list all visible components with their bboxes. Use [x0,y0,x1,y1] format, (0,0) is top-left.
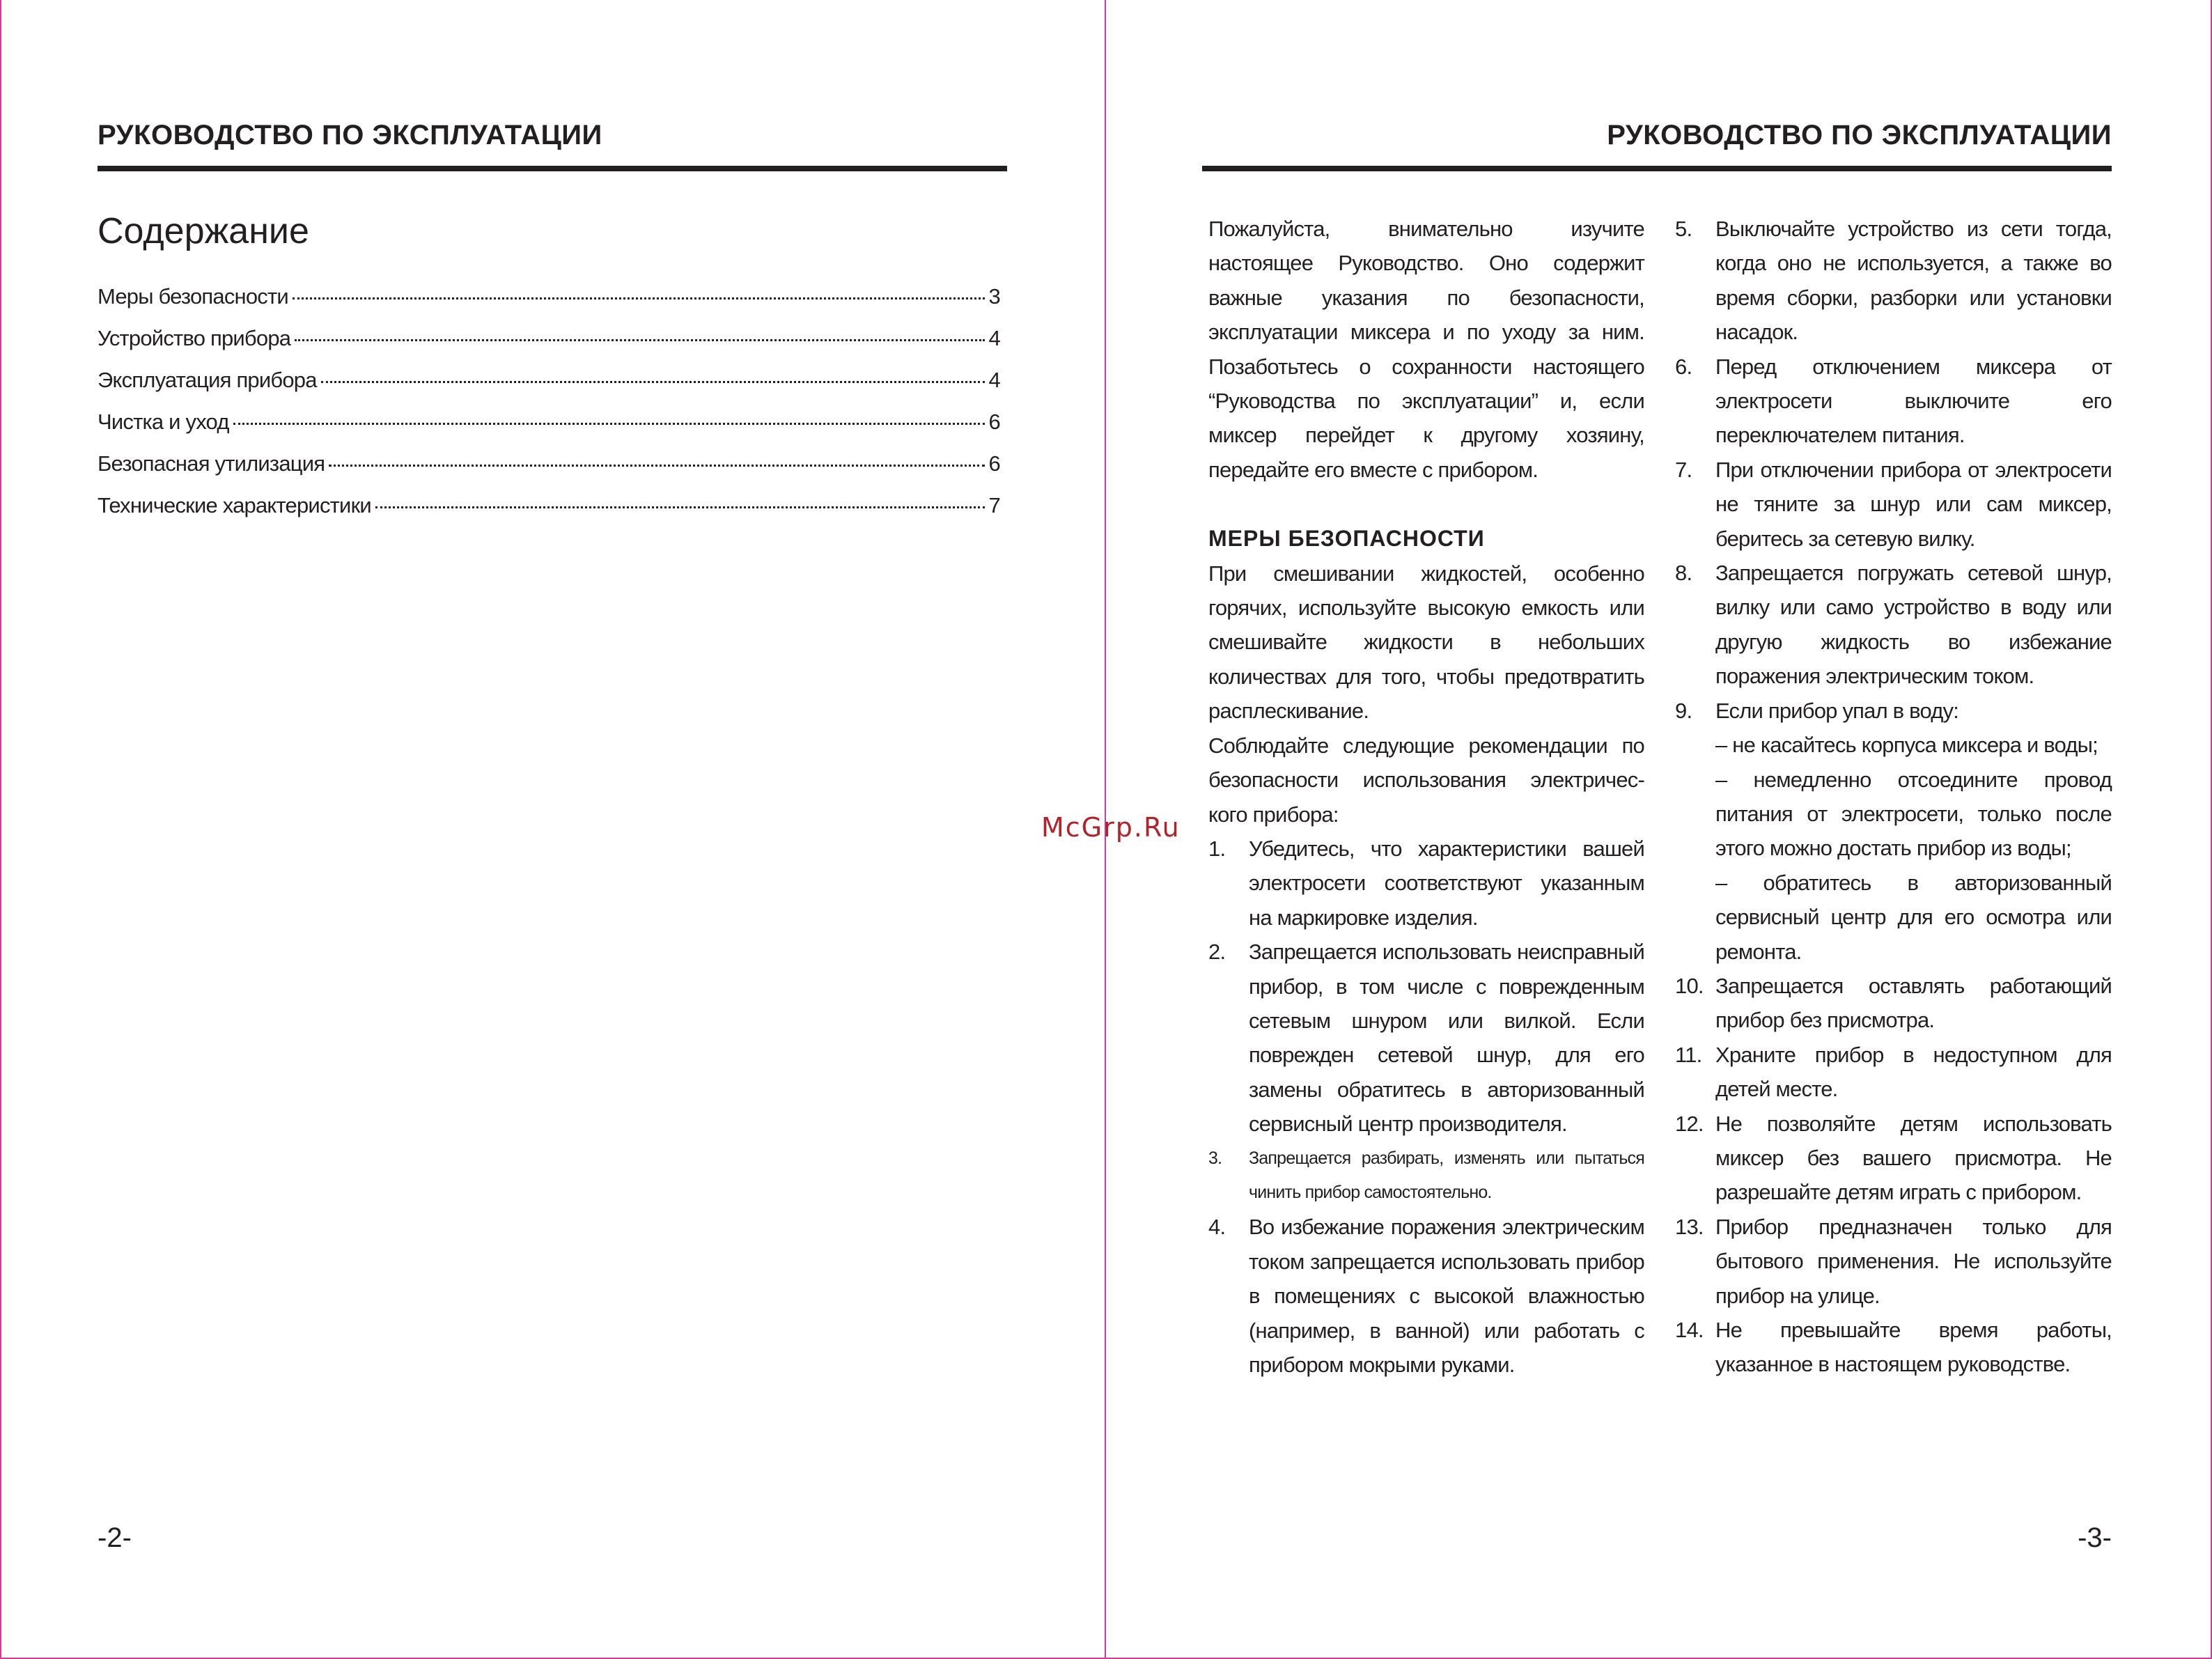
list-item-number: 11. [1675,1042,1702,1067]
safety-heading: МЕРЫ БЕЗОПАСНОСТИ [1208,526,1485,552]
toc-item[interactable] [98,451,1000,493]
list-item-number: 6. [1675,354,1692,379]
toc-leader-dots [233,423,985,425]
safety-paragraph-1: При смешивании жидкостей, особенно горячих, используйте высокую емкость или смешивайте жидкости в небольших количествах для того, чтобы предотвратить расплескивание. [1208,561,1644,724]
list-item-text: Не превышайте время работы, указанное в настоящем руководстве. [1715,1318,2112,1377]
toc-leader-dots [321,381,985,383]
list-item [1675,1107,2112,1210]
toc-item[interactable] [98,493,1000,535]
left-header-rule [98,166,1007,171]
toc-item-label: Безопасная утилизация [98,451,325,476]
list-item-text: Перед отключением миксера от электросети выключите его переключателем питания. [1715,354,2112,448]
list-item-number: 3. [1208,1148,1222,1168]
list-item-number: 10. [1675,973,1704,998]
toc-item-label: Устройство прибора [98,326,291,350]
list-item-text: Не позволяйте детям использовать миксер без вашего присмотра. Не разрешайте детям играть с прибором. [1715,1111,2112,1205]
list-subitem: – не касайтесь корпуса миксера и воды; [1715,733,2098,758]
toc-leader-dots [329,465,984,467]
toc-item-label: Чистка и уход [98,410,229,434]
list-item [1675,453,2112,556]
toc-item[interactable] [98,368,1000,410]
list-item [1208,832,1644,935]
list-item-text: Выключайте устройство из сети тогда, когда оно не используется, а также во время сборки, разборки или установки насадок. [1715,217,2112,345]
toc-leader-dots [293,297,985,299]
right-page-column-2 [1675,212,2112,1382]
right-header-rule [1202,166,2112,171]
safety-list-right [1675,212,2112,1382]
list-item-text: При отключении прибора от электросети не тяните за шнур или сам миксер, беритесь за сетевую вилку. [1715,457,2112,551]
left-page-header: РУКОВОДСТВО ПО ЭКСПЛУАТАЦИИ [98,120,602,150]
watermark: McGrp.Ru [1041,812,1181,843]
toc-item-page: 7 [988,493,1000,517]
toc-item[interactable] [98,410,1000,451]
intro-paragraph: Пожалуйста, внимательно изучите настоящее Руководство. Оно содержит важные указания по безопасности, эксплуатации миксера и по уходу за ним. Позаботьтесь о сохранности настоящего “Руководства по эксплуатации” и, если миксер перейдет к другому хозяину, передайте его вместе с прибором. [1208,217,1644,482]
list-item-text: Запрещается использовать неисправный прибор, в том числе с поврежденным сетевым шнуром или вилкой. Если поврежден сетевой шнур, для его замены обратитесь в авторизованный сервисный центр производителя. [1249,940,1644,1137]
toc-item-page: 3 [988,284,1000,309]
toc-item-page: 6 [988,451,1000,476]
list-item [1675,350,2112,453]
safety-list-left [1208,832,1644,1382]
toc-item-page: 4 [988,326,1000,350]
right-page-header: РУКОВОДСТВО ПО ЭКСПЛУАТАЦИИ [1607,120,2112,150]
left-page-number: -2- [98,1522,132,1553]
list-item-number: 9. [1675,698,1692,723]
list-subitem: – обратитесь в авторизованный сервисный центр для его осмотра или ремонта. [1715,870,2112,964]
table-of-contents [98,284,1000,535]
list-item [1675,556,2112,694]
toc-item-page: 4 [988,368,1000,392]
list-item [1208,935,1644,1141]
list-item [1675,1210,2112,1313]
list-item-body [1715,694,2112,969]
list-item-text: Во избежание поражения электрическим током запрещается использовать прибор в помещениях с высокой влажностью (например, в ванной) или работать с прибором мокрыми руками. [1249,1215,1644,1377]
toc-leader-dots [295,339,984,341]
safety-paragraph-2: Соблюдайте следующие рекомендации по безопасности использования электричес-кого прибора: [1208,733,1644,827]
list-item [1675,1038,2112,1107]
list-item [1675,212,2112,350]
list-item-text: Запрещается погружать сетевой шнур, вилку или само устройство в воду или другую жидкость во избежание поражения электрическим током. [1715,561,2112,689]
list-item-number: 8. [1675,561,1692,586]
list-item-number: 2. [1208,940,1226,965]
list-item-text: Прибор предназначен только для бытового применения. Не используйте прибор на улице. [1715,1214,2112,1308]
list-item-text: Если прибор упал в воду: [1715,698,1959,723]
list-item-number: 5. [1675,217,1692,241]
list-subitem: – немедленно отсоедините провод питания от электросети, только после этого можно достать прибор из воды; [1715,767,2112,861]
list-item-text: Храните прибор в недоступном для детей месте. [1715,1042,2112,1102]
toc-item-page: 6 [988,410,1000,434]
list-item-number: 1. [1208,836,1226,861]
list-item-text: Запрещается оставлять работающий прибор без присмотра. [1715,973,2112,1033]
toc-item-label: Эксплуатация прибора [98,368,317,392]
list-item-number: 7. [1675,457,1692,482]
list-item-number: 13. [1675,1214,1704,1239]
right-page-column-1 [1208,212,1644,1382]
list-item-text: Убедитесь, что характеристики вашей электросети соответствуют указанным на маркировке изделия. [1249,836,1644,930]
list-item-number: 4. [1208,1215,1226,1240]
toc-leader-dots [375,506,985,508]
toc-item-label: Технические характеристики [98,493,371,517]
toc-title: Содержание [98,211,309,251]
right-page-number: -3- [2078,1522,2112,1553]
list-item [1675,969,2112,1038]
list-item [1675,1313,2112,1382]
list-item-number: 14. [1675,1318,1704,1342]
page-border-left [0,0,1,1659]
list-item-number: 12. [1675,1111,1704,1136]
toc-item[interactable] [98,284,1000,326]
list-item [1208,1142,1644,1210]
toc-item-label: Меры безопасности [98,284,288,309]
list-item-text: Запрещается разбирать, изменять или пытаться чинить прибор самостоятельно. [1249,1148,1644,1202]
list-item [1675,694,2112,969]
list-item [1208,1210,1644,1382]
toc-item[interactable] [98,326,1000,368]
